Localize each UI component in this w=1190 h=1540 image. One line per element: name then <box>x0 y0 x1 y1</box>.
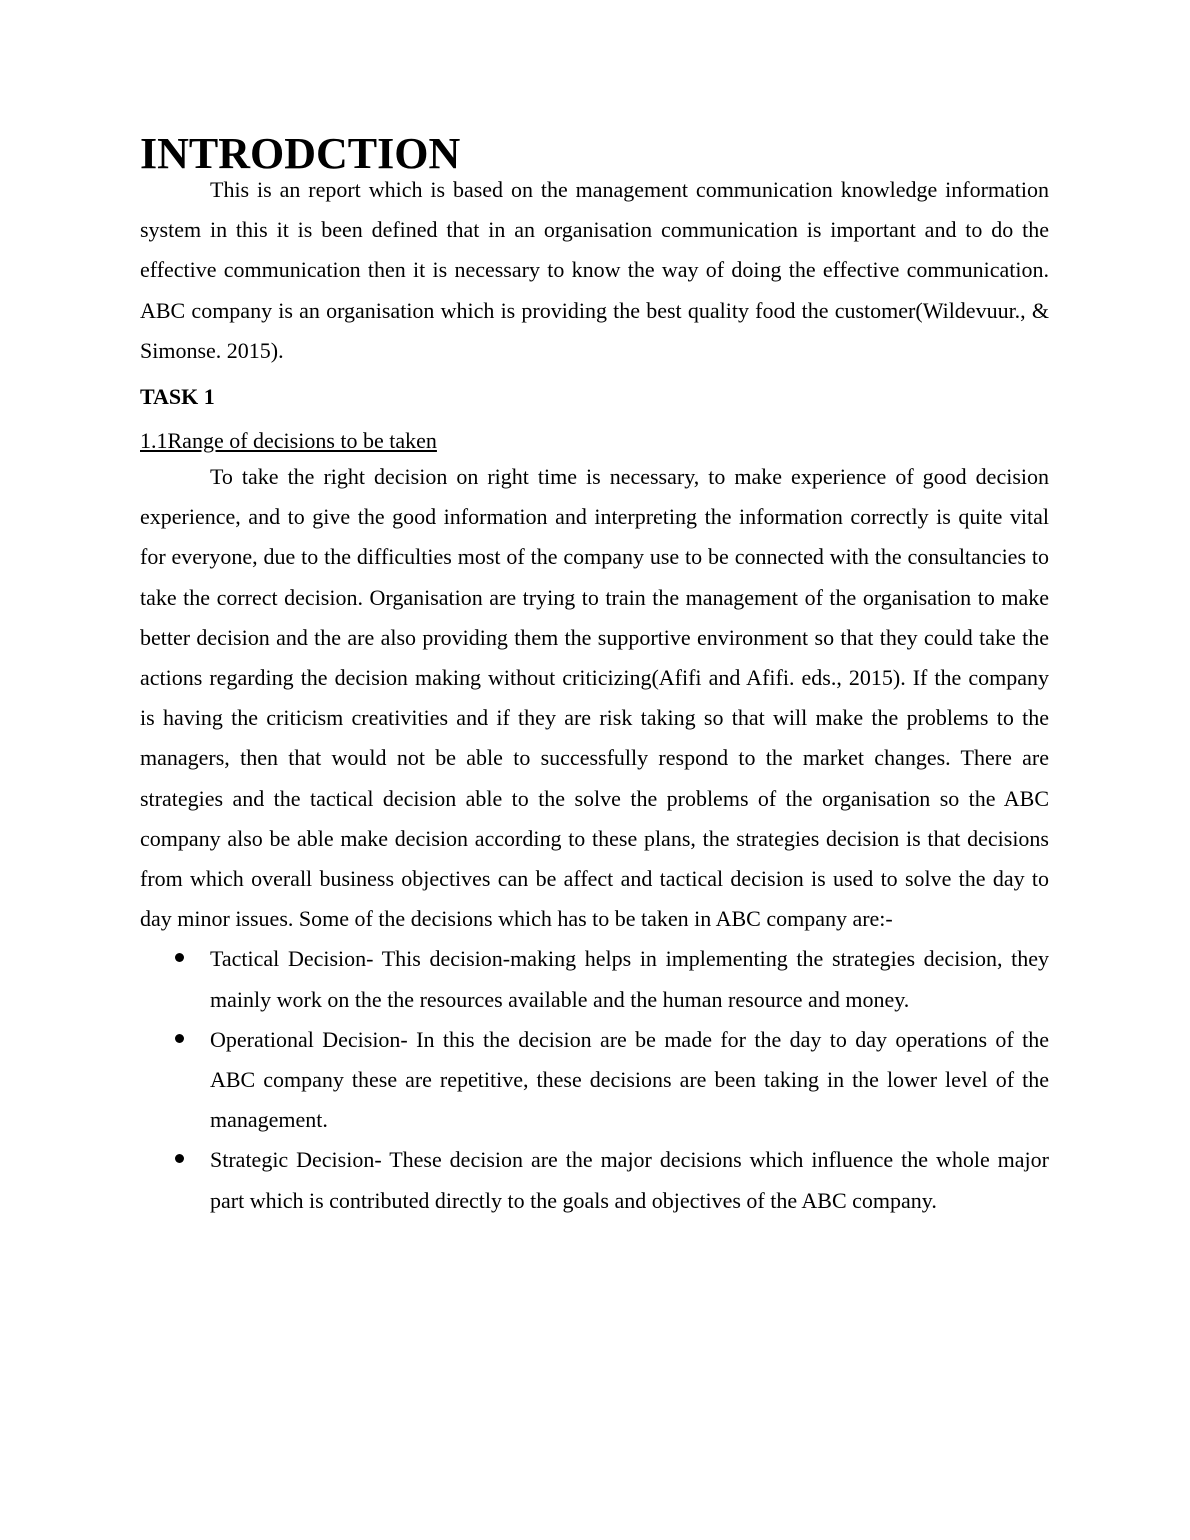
bullet-icon <box>175 1154 184 1163</box>
task-paragraph: To take the right decision on right time is necessary, to make experience of good decision experience, and to give the good information and interpreting the information correctly is quite vital for everyone, due to the difficulties most of the company use to be connected with the consultancies to take the correct decision. Organisation are trying to train the management of the organisation to make better decision and the are also providing them the supportive environment so that they could take the actions regarding the decision making without criticizing(Afifi and Afifi. eds., 2015). If the company is having the criticism creativities and if they are risk taking so that will make the problems to the managers, then that would not be able to successfully respond to the market changes. There are strategies and the tactical decision able to the solve the problems of the organisation so the ABC company also be able make decision according to these plans, the strategies decision is that decisions from which overall business objectives can be affect and tactical decision is used to solve the day to day minor issues. Some of the decisions which has to be taken in ABC company are:- <box>140 464 1049 932</box>
list-item-text: Tactical Decision- This decision-making helps in implementing the strategies decision, they mainly work on the the resources available and the human resource and money. <box>210 946 1049 1012</box>
list-item-text: Operational Decision- In this the decision are be made for the day to day operations of the ABC company these are repetitive, these decisions are been taking in the lower level of the management. <box>210 1026 1049 1133</box>
intro-paragraph: This is an report which is based on the management communication knowledge information system in this it is been defined that in an organisation communication is important and to do the effective communication then it is necessary to know the way of doing the effective communication. ABC company is an organisation which is providing the best quality food the customer(Wildevuur., & Simonse. 2015). <box>140 177 1049 363</box>
task-heading: TASK 1 <box>140 384 215 410</box>
list-item <box>140 1140 1049 1220</box>
bullet-icon <box>175 1034 184 1043</box>
decision-list <box>140 939 1049 1220</box>
intro-heading: INTRODCTION <box>140 129 461 178</box>
list-item-text: Strategic Decision- These decision are the major decisions which influence the whole major part which is contributed directly to the goals and objectives of the ABC company. <box>210 1147 1049 1213</box>
section-subheading: 1.1Range of decisions to be taken <box>140 428 437 454</box>
list-item <box>140 1020 1049 1141</box>
list-item <box>140 939 1049 1019</box>
document-page <box>140 129 1049 1221</box>
bullet-icon <box>175 953 184 962</box>
